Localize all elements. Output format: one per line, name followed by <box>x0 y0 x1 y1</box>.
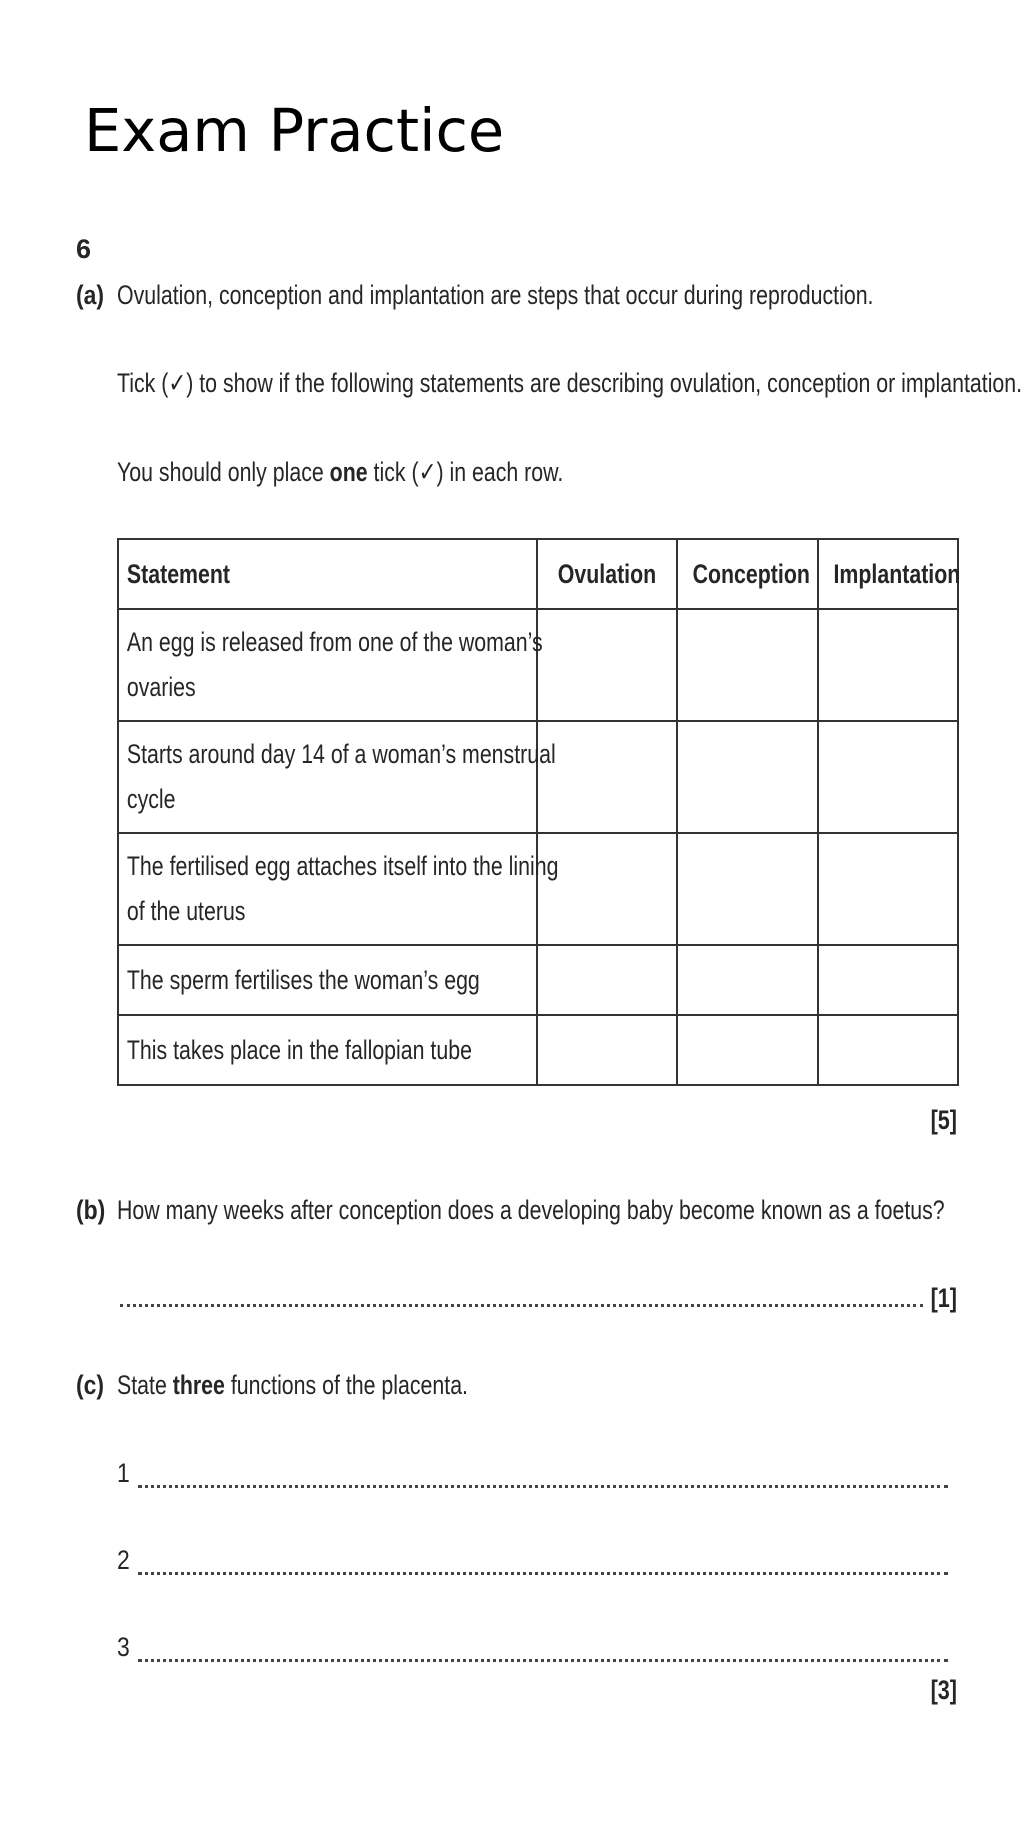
conception-tick-cell[interactable] <box>677 945 818 1015</box>
conception-tick-cell[interactable] <box>677 609 818 721</box>
part-a-note-post: tick (✓) in each row. <box>367 457 564 487</box>
conception-tick-cell[interactable] <box>677 833 818 945</box>
part-a-note-pre: You should only place <box>117 457 330 487</box>
conception-tick-cell[interactable] <box>677 721 818 833</box>
statement-cell: Starts around day 14 of a woman’s menstrual cycle <box>118 721 537 833</box>
page-title: Exam Practice <box>84 96 505 165</box>
part-b-answer-line[interactable] <box>120 1304 923 1307</box>
part-a-label: (a) <box>76 280 105 310</box>
implantation-tick-cell[interactable] <box>818 721 958 833</box>
part-c-answer-line-1[interactable] <box>138 1485 948 1488</box>
part-c-text <box>117 1370 468 1401</box>
table-row <box>118 945 958 1015</box>
table-row <box>118 833 958 945</box>
statement-cell: An egg is released from one of the woman’s ovaries <box>118 609 537 721</box>
part-a-marks: [5] <box>930 1105 957 1135</box>
conception-tick-cell[interactable] <box>677 1015 818 1085</box>
question-number: 6 <box>76 234 92 264</box>
part-c-marks: [3] <box>930 1675 957 1705</box>
table-row <box>118 609 958 721</box>
answer-number: 1 <box>117 1458 130 1488</box>
implantation-tick-cell[interactable] <box>818 945 958 1015</box>
part-a-instruction: Tick (✓) to show if the following statements are describing ovulation, conception or implantation. <box>117 368 1023 398</box>
statement-cell: The sperm fertilises the woman’s egg <box>118 945 537 1015</box>
part-b-text: How many weeks after conception does a developing baby become known as a foetus? <box>117 1195 945 1225</box>
part-a-note <box>117 457 563 488</box>
table-header-row <box>118 539 958 609</box>
part-a-intro: Ovulation, conception and implantation are steps that occur during reproduction. <box>117 280 874 310</box>
tick-table <box>117 538 959 1086</box>
part-c-label: (c) <box>76 1370 105 1400</box>
implantation-tick-cell[interactable] <box>818 609 958 721</box>
part-c-answer-line-3[interactable] <box>138 1659 948 1662</box>
header-implantation: Implantation <box>818 539 958 609</box>
table-row <box>118 721 958 833</box>
part-b-label: (b) <box>76 1195 106 1225</box>
statement-cell: This takes place in the fallopian tube <box>118 1015 537 1085</box>
part-b-marks: [1] <box>930 1283 957 1313</box>
header-statement: Statement <box>118 539 537 609</box>
answer-number: 3 <box>117 1632 130 1662</box>
implantation-tick-cell[interactable] <box>818 1015 958 1085</box>
statement-cell: The fertilised egg attaches itself into the lining of the uterus <box>118 833 537 945</box>
implantation-tick-cell[interactable] <box>818 833 958 945</box>
ovulation-tick-cell[interactable] <box>537 1015 677 1085</box>
table-row <box>118 1015 958 1085</box>
ovulation-tick-cell[interactable] <box>537 721 677 833</box>
ovulation-tick-cell[interactable] <box>537 945 677 1015</box>
header-ovulation: Ovulation <box>537 539 677 609</box>
part-c-answer-line-2[interactable] <box>138 1572 948 1575</box>
ovulation-tick-cell[interactable] <box>537 609 677 721</box>
part-a-note-bold: one <box>329 457 368 487</box>
part-c-text-pre: State <box>117 1370 173 1400</box>
part-c-text-post: functions of the placenta. <box>224 1370 468 1400</box>
part-c-text-bold: three <box>172 1370 225 1400</box>
ovulation-tick-cell[interactable] <box>537 833 677 945</box>
answer-number: 2 <box>117 1545 130 1575</box>
header-conception: Conception <box>677 539 818 609</box>
